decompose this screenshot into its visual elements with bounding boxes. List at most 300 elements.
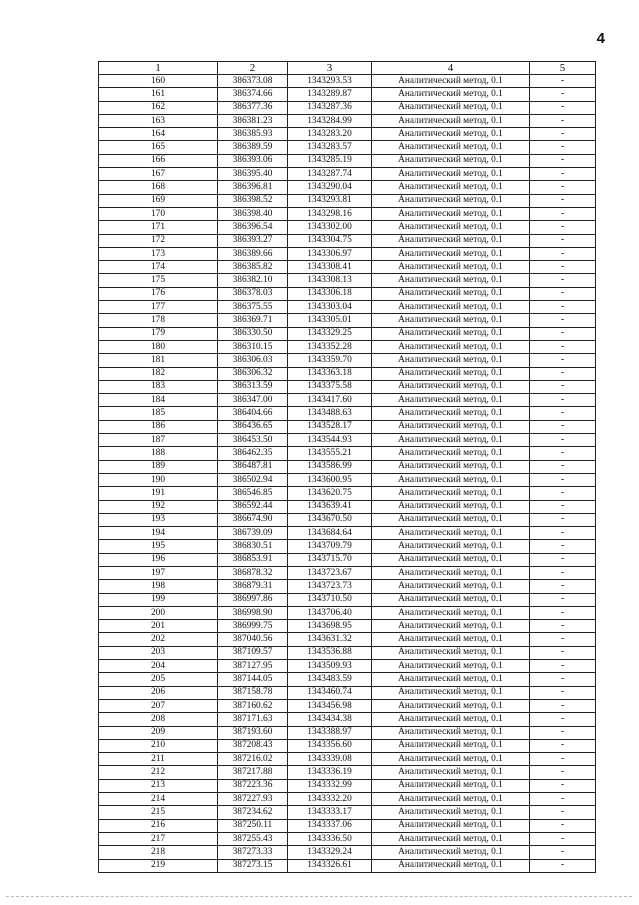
method-cell: Аналитический метод, 0.1 [372,513,530,526]
table-body [99,75,596,873]
y-coordinate-cell: 1343336.50 [288,832,372,845]
point-number-cell: 202 [99,633,218,646]
x-coordinate-cell: 386879.31 [218,580,288,593]
x-coordinate-cell: 387208.43 [218,739,288,752]
note-cell: - [530,460,596,473]
method-cell: Аналитический метод, 0.1 [372,434,530,447]
table-row [99,793,596,806]
y-coordinate-cell: 1343723.73 [288,580,372,593]
y-coordinate-cell: 1343710.50 [288,593,372,606]
y-coordinate-cell: 1343639.41 [288,500,372,513]
y-coordinate-cell: 1343555.21 [288,447,372,460]
table-row [99,141,596,154]
table-row [99,207,596,220]
table-row [99,540,596,553]
table-row [99,407,596,420]
coordinates-table [98,61,596,873]
method-cell: Аналитический метод, 0.1 [372,713,530,726]
x-coordinate-cell: 386487.81 [218,460,288,473]
y-coordinate-cell: 1343723.67 [288,566,372,579]
note-cell: - [530,168,596,181]
table-row [99,713,596,726]
point-number-cell: 160 [99,75,218,88]
x-coordinate-cell: 386674.90 [218,513,288,526]
method-cell: Аналитический метод, 0.1 [372,101,530,114]
y-coordinate-cell: 1343715.70 [288,553,372,566]
y-coordinate-cell: 1343339.08 [288,753,372,766]
method-cell: Аналитический метод, 0.1 [372,301,530,314]
point-number-cell: 175 [99,274,218,287]
point-number-cell: 218 [99,846,218,859]
note-cell: - [530,354,596,367]
table-row [99,487,596,500]
note-cell: - [530,327,596,340]
y-coordinate-cell: 1343528.17 [288,420,372,433]
method-cell: Аналитический метод, 0.1 [372,168,530,181]
y-coordinate-cell: 1343698.95 [288,620,372,633]
point-number-cell: 192 [99,500,218,513]
method-cell: Аналитический метод, 0.1 [372,207,530,220]
x-coordinate-cell: 386999.75 [218,620,288,633]
scan-footer-line [6,896,632,897]
table-row [99,859,596,872]
page-number: 4 [596,30,605,47]
method-cell: Аналитический метод, 0.1 [372,753,530,766]
note-cell: - [530,832,596,845]
table-row [99,699,596,712]
note-cell: - [530,407,596,420]
table-row [99,128,596,141]
point-number-cell: 208 [99,713,218,726]
x-coordinate-cell: 386347.00 [218,394,288,407]
note-cell: - [530,646,596,659]
point-number-cell: 209 [99,726,218,739]
note-cell: - [530,154,596,167]
method-cell: Аналитический метод, 0.1 [372,593,530,606]
table-row [99,101,596,114]
point-number-cell: 182 [99,367,218,380]
point-number-cell: 194 [99,527,218,540]
method-cell: Аналитический метод, 0.1 [372,420,530,433]
point-number-cell: 161 [99,88,218,101]
y-coordinate-cell: 1343536.88 [288,646,372,659]
x-coordinate-cell: 386998.90 [218,606,288,619]
point-number-cell: 204 [99,660,218,673]
note-cell: - [530,181,596,194]
x-coordinate-cell: 386395.40 [218,168,288,181]
y-coordinate-cell: 1343352.28 [288,340,372,353]
note-cell: - [530,221,596,234]
table-row [99,114,596,127]
method-cell: Аналитический метод, 0.1 [372,859,530,872]
point-number-cell: 199 [99,593,218,606]
table-row [99,593,596,606]
point-number-cell: 191 [99,487,218,500]
table-row [99,673,596,686]
method-cell: Аналитический метод, 0.1 [372,75,530,88]
point-number-cell: 172 [99,234,218,247]
x-coordinate-cell: 386592.44 [218,500,288,513]
y-coordinate-cell: 1343285.19 [288,154,372,167]
table-row [99,221,596,234]
method-cell: Аналитический метод, 0.1 [372,686,530,699]
table-row [99,327,596,340]
table-row [99,88,596,101]
y-coordinate-cell: 1343670.50 [288,513,372,526]
note-cell: - [530,859,596,872]
y-coordinate-cell: 1343293.81 [288,194,372,207]
table-row [99,261,596,274]
y-coordinate-cell: 1343305.01 [288,314,372,327]
y-coordinate-cell: 1343303.04 [288,301,372,314]
note-cell: - [530,380,596,393]
note-cell: - [530,301,596,314]
y-coordinate-cell: 1343306.97 [288,247,372,260]
point-number-cell: 183 [99,380,218,393]
y-coordinate-cell: 1343287.74 [288,168,372,181]
point-number-cell: 203 [99,646,218,659]
table-row [99,819,596,832]
y-coordinate-cell: 1343308.13 [288,274,372,287]
point-number-cell: 196 [99,553,218,566]
x-coordinate-cell: 386374.66 [218,88,288,101]
note-cell: - [530,673,596,686]
method-cell: Аналитический метод, 0.1 [372,620,530,633]
method-cell: Аналитический метод, 0.1 [372,407,530,420]
method-cell: Аналитический метод, 0.1 [372,646,530,659]
method-cell: Аналитический метод, 0.1 [372,473,530,486]
x-coordinate-cell: 387217.88 [218,766,288,779]
x-coordinate-cell: 386381.23 [218,114,288,127]
point-number-cell: 177 [99,301,218,314]
note-cell: - [530,394,596,407]
x-coordinate-cell: 386330.50 [218,327,288,340]
table-row [99,154,596,167]
point-number-cell: 174 [99,261,218,274]
method-cell: Аналитический метод, 0.1 [372,606,530,619]
method-cell: Аналитический метод, 0.1 [372,274,530,287]
method-cell: Аналитический метод, 0.1 [372,181,530,194]
method-cell: Аналитический метод, 0.1 [372,394,530,407]
y-coordinate-cell: 1343306.18 [288,287,372,300]
note-cell: - [530,434,596,447]
y-coordinate-cell: 1343304.75 [288,234,372,247]
table-row [99,606,596,619]
table-row [99,766,596,779]
note-cell: - [530,75,596,88]
point-number-cell: 186 [99,420,218,433]
column-header-1: 1 [99,62,218,75]
x-coordinate-cell: 386739.09 [218,527,288,540]
x-coordinate-cell: 387250.11 [218,819,288,832]
note-cell: - [530,420,596,433]
note-cell: - [530,779,596,792]
method-cell: Аналитический метод, 0.1 [372,314,530,327]
y-coordinate-cell: 1343483.59 [288,673,372,686]
table-row [99,753,596,766]
method-cell: Аналитический метод, 0.1 [372,247,530,260]
x-coordinate-cell: 386462.35 [218,447,288,460]
table-row [99,646,596,659]
note-cell: - [530,806,596,819]
point-number-cell: 213 [99,779,218,792]
point-number-cell: 165 [99,141,218,154]
table-row [99,274,596,287]
table-row [99,354,596,367]
note-cell: - [530,660,596,673]
point-number-cell: 171 [99,221,218,234]
point-number-cell: 164 [99,128,218,141]
x-coordinate-cell: 386853.91 [218,553,288,566]
note-cell: - [530,726,596,739]
method-cell: Аналитический метод, 0.1 [372,580,530,593]
method-cell: Аналитический метод, 0.1 [372,819,530,832]
x-coordinate-cell: 387273.15 [218,859,288,872]
x-coordinate-cell: 387227.93 [218,793,288,806]
note-cell: - [530,141,596,154]
table-row [99,380,596,393]
column-header-2: 2 [218,62,288,75]
x-coordinate-cell: 386396.54 [218,221,288,234]
note-cell: - [530,753,596,766]
y-coordinate-cell: 1343329.25 [288,327,372,340]
table-row [99,660,596,673]
method-cell: Аналитический метод, 0.1 [372,846,530,859]
note-cell: - [530,340,596,353]
method-cell: Аналитический метод, 0.1 [372,540,530,553]
table-row [99,420,596,433]
point-number-cell: 190 [99,473,218,486]
y-coordinate-cell: 1343586.99 [288,460,372,473]
note-cell: - [530,819,596,832]
y-coordinate-cell: 1343289.87 [288,88,372,101]
method-cell: Аналитический метод, 0.1 [372,327,530,340]
table-row [99,473,596,486]
note-cell: - [530,314,596,327]
note-cell: - [530,566,596,579]
method-cell: Аналитический метод, 0.1 [372,88,530,101]
y-coordinate-cell: 1343684.64 [288,527,372,540]
x-coordinate-cell: 387193.60 [218,726,288,739]
method-cell: Аналитический метод, 0.1 [372,367,530,380]
point-number-cell: 170 [99,207,218,220]
y-coordinate-cell: 1343329.24 [288,846,372,859]
y-coordinate-cell: 1343290.04 [288,181,372,194]
method-cell: Аналитический метод, 0.1 [372,460,530,473]
note-cell: - [530,739,596,752]
x-coordinate-cell: 387223.36 [218,779,288,792]
method-cell: Аналитический метод, 0.1 [372,234,530,247]
y-coordinate-cell: 1343488.63 [288,407,372,420]
note-cell: - [530,686,596,699]
table-row [99,527,596,540]
x-coordinate-cell: 386436.65 [218,420,288,433]
y-coordinate-cell: 1343460.74 [288,686,372,699]
x-coordinate-cell: 386398.52 [218,194,288,207]
point-number-cell: 195 [99,540,218,553]
y-coordinate-cell: 1343332.99 [288,779,372,792]
y-coordinate-cell: 1343308.41 [288,261,372,274]
note-cell: - [530,261,596,274]
y-coordinate-cell: 1343434.38 [288,713,372,726]
x-coordinate-cell: 386369.71 [218,314,288,327]
y-coordinate-cell: 1343456.98 [288,699,372,712]
y-coordinate-cell: 1343332.20 [288,793,372,806]
x-coordinate-cell: 387144.05 [218,673,288,686]
note-cell: - [530,713,596,726]
y-coordinate-cell: 1343417.60 [288,394,372,407]
point-number-cell: 205 [99,673,218,686]
point-number-cell: 206 [99,686,218,699]
method-cell: Аналитический метод, 0.1 [372,447,530,460]
point-number-cell: 219 [99,859,218,872]
y-coordinate-cell: 1343631.32 [288,633,372,646]
note-cell: - [530,487,596,500]
table-row [99,686,596,699]
x-coordinate-cell: 386398.40 [218,207,288,220]
table-row [99,394,596,407]
y-coordinate-cell: 1343336.19 [288,766,372,779]
point-number-cell: 166 [99,154,218,167]
point-number-cell: 193 [99,513,218,526]
y-coordinate-cell: 1343363.18 [288,367,372,380]
point-number-cell: 201 [99,620,218,633]
point-number-cell: 214 [99,793,218,806]
note-cell: - [530,274,596,287]
note-cell: - [530,633,596,646]
x-coordinate-cell: 386393.06 [218,154,288,167]
table-row [99,181,596,194]
note-cell: - [530,473,596,486]
note-cell: - [530,500,596,513]
point-number-cell: 169 [99,194,218,207]
note-cell: - [530,513,596,526]
point-number-cell: 185 [99,407,218,420]
x-coordinate-cell: 387158.78 [218,686,288,699]
note-cell: - [530,234,596,247]
table-row [99,247,596,260]
table-row [99,620,596,633]
point-number-cell: 210 [99,739,218,752]
method-cell: Аналитический метод, 0.1 [372,553,530,566]
point-number-cell: 180 [99,340,218,353]
point-number-cell: 197 [99,566,218,579]
method-cell: Аналитический метод, 0.1 [372,793,530,806]
point-number-cell: 198 [99,580,218,593]
table-row [99,434,596,447]
note-cell: - [530,606,596,619]
x-coordinate-cell: 386373.08 [218,75,288,88]
method-cell: Аналитический метод, 0.1 [372,114,530,127]
y-coordinate-cell: 1343359.70 [288,354,372,367]
x-coordinate-cell: 387040.56 [218,633,288,646]
method-cell: Аналитический метод, 0.1 [372,154,530,167]
x-coordinate-cell: 386396.81 [218,181,288,194]
x-coordinate-cell: 386375.55 [218,301,288,314]
method-cell: Аналитический метод, 0.1 [372,806,530,819]
y-coordinate-cell: 1343284.99 [288,114,372,127]
table-row [99,726,596,739]
point-number-cell: 211 [99,753,218,766]
y-coordinate-cell: 1343326.61 [288,859,372,872]
x-coordinate-cell: 386306.32 [218,367,288,380]
point-number-cell: 176 [99,287,218,300]
method-cell: Аналитический метод, 0.1 [372,527,530,540]
method-cell: Аналитический метод, 0.1 [372,221,530,234]
table-row [99,194,596,207]
point-number-cell: 207 [99,699,218,712]
note-cell: - [530,88,596,101]
note-cell: - [530,114,596,127]
table-row [99,500,596,513]
method-cell: Аналитический метод, 0.1 [372,194,530,207]
x-coordinate-cell: 386382.10 [218,274,288,287]
y-coordinate-cell: 1343283.57 [288,141,372,154]
method-cell: Аналитический метод, 0.1 [372,287,530,300]
note-cell: - [530,699,596,712]
y-coordinate-cell: 1343709.79 [288,540,372,553]
x-coordinate-cell: 387273.33 [218,846,288,859]
note-cell: - [530,247,596,260]
x-coordinate-cell: 386878.32 [218,566,288,579]
x-coordinate-cell: 387171.63 [218,713,288,726]
y-coordinate-cell: 1343600.95 [288,473,372,486]
point-number-cell: 188 [99,447,218,460]
method-cell: Аналитический метод, 0.1 [372,699,530,712]
y-coordinate-cell: 1343706.40 [288,606,372,619]
x-coordinate-cell: 386306.03 [218,354,288,367]
method-cell: Аналитический метод, 0.1 [372,779,530,792]
y-coordinate-cell: 1343287.36 [288,101,372,114]
table-row [99,832,596,845]
x-coordinate-cell: 386830.51 [218,540,288,553]
x-coordinate-cell: 386404.66 [218,407,288,420]
table-row [99,553,596,566]
x-coordinate-cell: 386377.36 [218,101,288,114]
x-coordinate-cell: 386453.50 [218,434,288,447]
y-coordinate-cell: 1343337.06 [288,819,372,832]
point-number-cell: 163 [99,114,218,127]
note-cell: - [530,128,596,141]
note-cell: - [530,367,596,380]
method-cell: Аналитический метод, 0.1 [372,354,530,367]
x-coordinate-cell: 386310.15 [218,340,288,353]
table-row [99,287,596,300]
method-cell: Аналитический метод, 0.1 [372,141,530,154]
method-cell: Аналитический метод, 0.1 [372,500,530,513]
y-coordinate-cell: 1343333.17 [288,806,372,819]
x-coordinate-cell: 387109.57 [218,646,288,659]
point-number-cell: 189 [99,460,218,473]
note-cell: - [530,620,596,633]
point-number-cell: 215 [99,806,218,819]
x-coordinate-cell: 386502.94 [218,473,288,486]
note-cell: - [530,287,596,300]
y-coordinate-cell: 1343388.97 [288,726,372,739]
y-coordinate-cell: 1343356.60 [288,739,372,752]
y-coordinate-cell: 1343375.58 [288,380,372,393]
method-cell: Аналитический метод, 0.1 [372,660,530,673]
note-cell: - [530,207,596,220]
table-row [99,846,596,859]
table-row [99,367,596,380]
method-cell: Аналитический метод, 0.1 [372,261,530,274]
table-row [99,513,596,526]
table-row [99,447,596,460]
method-cell: Аналитический метод, 0.1 [372,380,530,393]
method-cell: Аналитический метод, 0.1 [372,673,530,686]
table-row [99,566,596,579]
